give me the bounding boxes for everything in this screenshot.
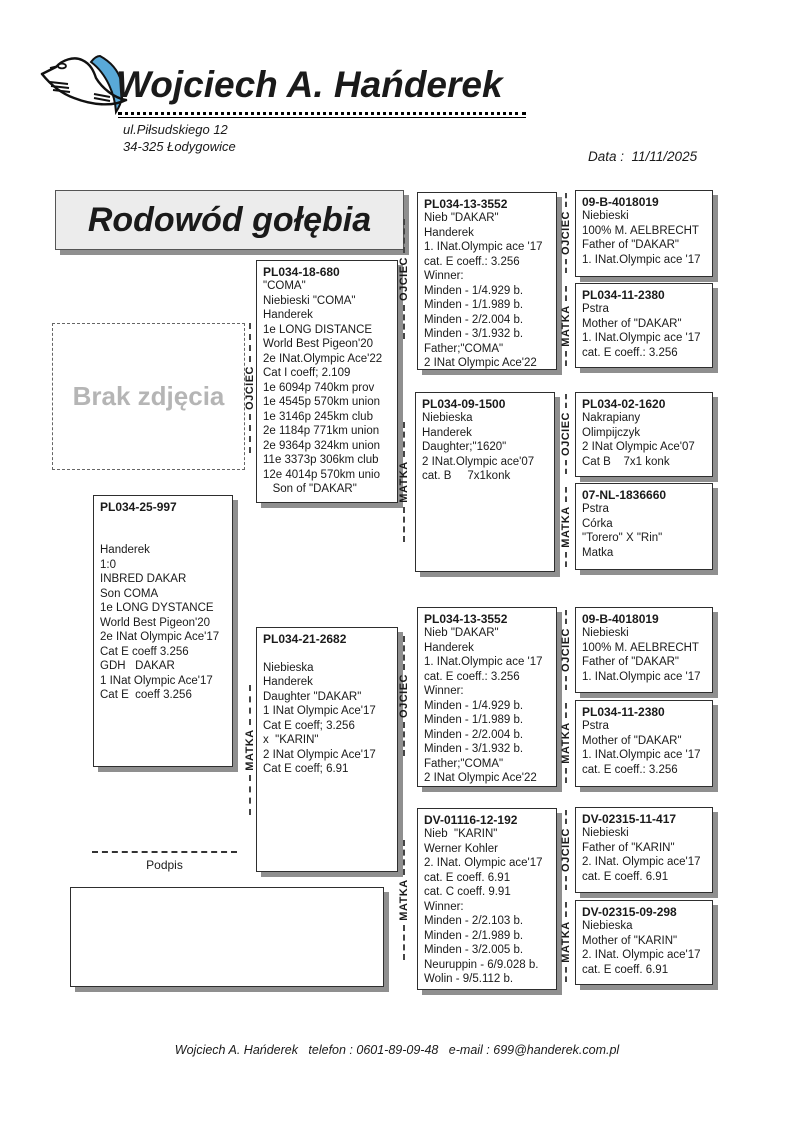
- pedigree-box-fmm: [575, 483, 713, 570]
- relation-label-mother: MATKA: [397, 422, 411, 542]
- pedigree-line: Werner Kohler: [424, 842, 498, 855]
- pedigree-line: Minden - 2/2.103 b.: [424, 915, 524, 927]
- pedigree-line: Father of "KARIN": [582, 841, 675, 854]
- pedigree-line: 100% M. AELBRECHT: [582, 641, 699, 654]
- ring-number: PL034-21-2682: [263, 632, 347, 646]
- pedigree-line: Handerek: [424, 641, 474, 654]
- pedigree-line: 2e 1184p 771km union: [263, 425, 380, 437]
- pedigree-line: 1e 4545p 570km union: [263, 396, 381, 408]
- pedigree-line: 2e INat Olympic Ace'17: [100, 631, 220, 643]
- pedigree-line: Pstra: [582, 720, 609, 732]
- pedigree-line: Mother of "DAKAR": [582, 734, 682, 747]
- pedigree-line: 1. INat.Olympic ace '17: [582, 253, 701, 266]
- dashed-line: [565, 286, 567, 301]
- pedigree-line: 1e LONG DYSTANCE: [100, 602, 214, 614]
- dashed-line: [249, 323, 251, 362]
- pedigree-line: 2 INat Olympic Ace'22: [424, 357, 537, 369]
- pedigree-line: Cat B 7x1 konk: [582, 455, 670, 468]
- pedigree-line: cat. E coeff.: 3.256: [424, 255, 520, 268]
- pedigree-line: 2 INat Olympic Ace'22: [424, 772, 537, 784]
- dashed-line: [565, 703, 567, 718]
- dashed-line: [565, 193, 567, 207]
- pedigree-line: 2e 9364p 324km union: [263, 439, 381, 452]
- relation-label-father: OJCIEC: [559, 193, 573, 273]
- pedigree-line: cat. E coeff.: 3.256: [582, 346, 678, 359]
- relation-label-mother: MATKA: [243, 685, 257, 815]
- pedigree-line: 2. INat. Olympic ace'17: [582, 856, 701, 868]
- name-underline-solid: [118, 117, 526, 118]
- ring-number: DV-02315-11-417: [582, 812, 677, 826]
- document-title-box: [55, 190, 404, 250]
- pedigree-line: 2 INat.Olympic ace'07: [422, 455, 535, 468]
- pedigree-line: Niebieski: [582, 627, 629, 639]
- ring-number: DV-01116-12-192: [424, 813, 518, 827]
- pedigree-line: Handerek: [263, 676, 313, 688]
- pedigree-line: Cat E coeff 3.256: [100, 689, 192, 701]
- ring-number: PL034-18-680: [263, 265, 340, 279]
- pedigree-line: cat. E coeff.: 3.256: [582, 763, 678, 776]
- pedigree-line: 2e INat.Olympic Ace'22: [263, 352, 383, 365]
- dashed-line: [565, 351, 567, 366]
- dashed-line: [565, 460, 567, 474]
- pedigree-line: 1e LONG DISTANCE: [263, 323, 373, 336]
- pedigree-box-fff: [575, 190, 713, 277]
- ring-number: PL034-02-1620: [582, 397, 666, 411]
- pedigree-line: 2. INat. Olympic ace'17: [424, 857, 543, 869]
- pedigree-line: 1. INat.Olympic ace '17: [424, 241, 543, 253]
- relation-label-mother: MATKA: [559, 487, 573, 567]
- pedigree-line: Winner:: [424, 270, 464, 282]
- pedigree-line: 1. INat.Olympic ace '17: [582, 332, 701, 344]
- relation-label-father: OJCIEC: [559, 394, 573, 474]
- relation-label-mother: MATKA: [559, 703, 573, 783]
- dashed-line: [565, 394, 567, 408]
- pedigree-line: Minden - 2/1.989 b.: [424, 929, 524, 942]
- ring-number: PL034-13-3552: [424, 197, 508, 211]
- pedigree-line: cat. E coeff. 6.91: [582, 963, 669, 976]
- dashed-line: [565, 487, 567, 502]
- pedigree-line: Daughter "DAKAR": [263, 690, 362, 703]
- pedigree-box-mother: [256, 627, 398, 872]
- pedigree-line: 1. INat.Olympic ace '17: [582, 749, 701, 761]
- photo-placeholder-box: [52, 323, 245, 470]
- pedigree-line: [100, 529, 226, 544]
- pedigree-line: Cat I coeff; 2.109: [263, 367, 351, 379]
- dashed-line: [403, 722, 405, 756]
- pedigree-line: Mother of "KARIN": [582, 934, 678, 947]
- pedigree-line: [100, 514, 226, 529]
- pedigree-box-mother-father: [417, 607, 557, 787]
- pedigree-line: Niebieski: [582, 210, 629, 222]
- pedigree-line: Niebieski "COMA": [263, 294, 356, 307]
- ring-number: PL034-09-1500: [422, 397, 506, 411]
- pedigree-line: 1 INat Olympic Ace'17: [263, 705, 376, 717]
- pedigree-line: 1. INat.Olympic ace '17: [582, 670, 701, 683]
- address-line-2: 34-325 Łodygowice: [123, 139, 236, 154]
- pedigree-line: x "KARIN": [263, 734, 319, 746]
- relation-label-mother: MATKA: [397, 840, 411, 960]
- pedigree-line: Handerek: [100, 544, 150, 556]
- pedigree-line: 1e 3146p 245km club: [263, 410, 373, 423]
- date-label: Data : 11/11/2025: [588, 149, 698, 164]
- pedigree-box-father: [256, 260, 398, 503]
- signature-label: Podpis: [146, 858, 183, 872]
- pedigree-line: Niebieska: [422, 412, 473, 424]
- pedigree-line: Nieb "DAKAR": [424, 627, 499, 639]
- pedigree-line: 1. INat.Olympic ace '17: [424, 656, 543, 668]
- pedigree-line: Minden - 3/2.005 b.: [424, 944, 524, 956]
- pedigree-line: Niebieska: [582, 920, 633, 932]
- dashed-line: [565, 259, 567, 273]
- pedigree-box-father-father: [417, 192, 557, 370]
- pedigree-line: Pstra: [582, 503, 609, 515]
- pedigree-line: 2 INat Olympic Ace'07: [582, 441, 695, 453]
- pedigree-line: Minden - 2/2.004 b.: [424, 728, 524, 741]
- ring-number: 09-B-4018019: [582, 612, 659, 626]
- pedigree-line: cat. E coeff. 6.91: [424, 871, 511, 884]
- photo-placeholder-text: Brak zdjęcia: [72, 381, 225, 412]
- pedigree-line: Nieb "DAKAR": [424, 212, 499, 224]
- pedigree-box-mother-mother: [417, 808, 557, 990]
- dashed-line: [249, 414, 251, 453]
- dashed-line: [565, 967, 567, 982]
- pedigree-box-ffm: [575, 283, 713, 368]
- pedigree-line: INBRED DAKAR: [100, 573, 187, 585]
- pedigree-line: 1e 6094p 740km prov: [263, 381, 375, 394]
- pedigree-line: [263, 646, 391, 661]
- pedigree-line: 2 INat Olympic Ace'17: [263, 748, 376, 761]
- pedigree-line: Minden - 1/4.929 b.: [424, 699, 524, 712]
- pedigree-line: Father of "DAKAR": [582, 656, 680, 668]
- pedigree-line: Neuruppin - 6/9.028 b.: [424, 958, 539, 971]
- pedigree-box-fmf: [575, 392, 713, 477]
- pedigree-box-father-mother: [415, 392, 555, 572]
- pedigree-line: Minden - 2/2.004 b.: [424, 313, 524, 326]
- ring-number: PL034-13-3552: [424, 612, 508, 626]
- pedigree-line: Handerek: [424, 226, 474, 239]
- ring-number: PL034-11-2380: [582, 288, 665, 302]
- pedigree-line: Nieb "KARIN": [424, 828, 498, 840]
- pedigree-line: Father;"COMA": [424, 757, 504, 770]
- ring-number: 09-B-4018019: [582, 195, 659, 209]
- pedigree-line: Cat E coeff; 6.91: [263, 763, 349, 775]
- pedigree-box-mff: [575, 607, 713, 693]
- dashed-line: [403, 305, 405, 339]
- address-line-1: ul.Piłsudskiego 12: [123, 122, 228, 137]
- pedigree-line: Matka: [582, 546, 614, 559]
- name-underline-dotted: [118, 112, 526, 115]
- relation-label-father: OJCIEC: [397, 636, 411, 756]
- pedigree-line: Minden - 3/1.932 b.: [424, 328, 524, 340]
- pedigree-line: "Torero" X "Rin": [582, 532, 663, 544]
- dashed-line: [565, 902, 567, 917]
- pedigree-box-mmf: [575, 807, 713, 893]
- pedigree-line: Minden - 1/1.989 b.: [424, 299, 524, 311]
- ring-number: DV-02315-09-298: [582, 905, 677, 919]
- pedigree-line: Son of "DAKAR": [263, 483, 357, 495]
- dashed-line: [403, 925, 405, 960]
- document-title: Rodowód gołębia: [87, 200, 372, 239]
- pedigree-line: cat. E coeff. 6.91: [582, 870, 669, 883]
- dashed-line: [249, 685, 251, 725]
- pedigree-line: Córka: [582, 517, 613, 530]
- dashed-line: [565, 810, 567, 824]
- pedigree-line: World Best Pigeon'20: [263, 338, 374, 350]
- pedigree-line: Mother of "DAKAR": [582, 317, 682, 330]
- pedigree-line: 1:0: [100, 558, 116, 571]
- pedigree-line: 12e 4014p 570km unio: [263, 468, 381, 481]
- relation-label-father: OJCIEC: [559, 810, 573, 890]
- pedigree-line: 11e 3373p 306km club: [263, 454, 379, 466]
- pedigree-line: Daughter;"1620": [422, 441, 507, 453]
- pedigree-line: Father of "DAKAR": [582, 239, 680, 251]
- dashed-line: [403, 636, 405, 670]
- pedigree-line: GDH DAKAR: [100, 660, 175, 672]
- dashed-line: [565, 768, 567, 783]
- relation-label-father: OJCIEC: [397, 219, 411, 339]
- pedigree-line: cat. B 7x1konk: [422, 470, 511, 482]
- pedigree-line: "COMA": [263, 280, 306, 292]
- notes-box: [70, 887, 384, 987]
- owner-name: Wojciech A. Hańderek: [116, 64, 503, 105]
- pedigree-line: cat. C coeff. 9.91: [424, 886, 511, 898]
- dashed-line: [403, 422, 405, 457]
- pedigree-box-mfm: [575, 700, 713, 787]
- pedigree-line: Father;"COMA": [424, 342, 504, 355]
- pedigree-line: Cat E coeff 3.256: [100, 645, 189, 658]
- pedigree-line: 2. INat. Olympic ace'17: [582, 949, 701, 961]
- pedigree-line: Minden - 3/1.932 b.: [424, 743, 524, 755]
- pedigree-line: Handerek: [422, 426, 472, 439]
- pedigree-line: Pstra: [582, 303, 609, 315]
- pedigree-line: Winner:: [424, 900, 464, 913]
- dashed-line: [565, 876, 567, 890]
- pedigree-line: Niebieska: [263, 661, 314, 674]
- pedigree-box-subject: [93, 495, 233, 767]
- dashed-line: [403, 507, 405, 542]
- dashed-line: [403, 219, 405, 253]
- pedigree-line: cat. E coeff.: 3.256: [424, 670, 520, 683]
- pedigree-line: 100% M. AELBRECHT: [582, 224, 699, 237]
- relation-label-father: OJCIEC: [243, 323, 257, 453]
- pedigree-line: Wolin - 9/5.112 b.: [424, 973, 514, 985]
- pedigree-line: Winner:: [424, 685, 464, 697]
- dashed-line: [249, 775, 251, 815]
- ring-number: PL034-25-997: [100, 500, 177, 514]
- pedigree-line: Handerek: [263, 309, 313, 321]
- signature-dashed-line: [92, 851, 237, 853]
- dashed-line: [565, 552, 567, 567]
- ring-number: 07-NL-1836660: [582, 488, 667, 502]
- pedigree-line: Cat E coeff; 3.256: [263, 719, 355, 732]
- footer-contact: Wojciech A. Hańderek telefon : 0601-89-09-48 e-mail : 699@handerek.com.pl: [174, 1043, 620, 1057]
- pedigree-box-mmm: [575, 900, 713, 985]
- pedigree-line: Niebieski: [582, 827, 629, 839]
- pedigree-line: Son COMA: [100, 587, 159, 600]
- pedigree-line: World Best Pigeon'20: [100, 616, 211, 629]
- pedigree-line: Olimpijczyk: [582, 426, 641, 439]
- pedigree-line: 1 INat Olympic Ace'17: [100, 674, 213, 687]
- relation-label-mother: MATKA: [559, 286, 573, 366]
- pedigree-line: Minden - 1/1.989 b.: [424, 714, 524, 726]
- relation-label-father: OJCIEC: [559, 610, 573, 690]
- dashed-line: [403, 840, 405, 875]
- relation-label-mother: MATKA: [559, 902, 573, 982]
- pedigree-line: Nakrapiany: [582, 412, 641, 424]
- dashed-line: [565, 610, 567, 624]
- dashed-line: [565, 676, 567, 690]
- ring-number: PL034-11-2380: [582, 705, 665, 719]
- pedigree-line: Minden - 1/4.929 b.: [424, 284, 524, 297]
